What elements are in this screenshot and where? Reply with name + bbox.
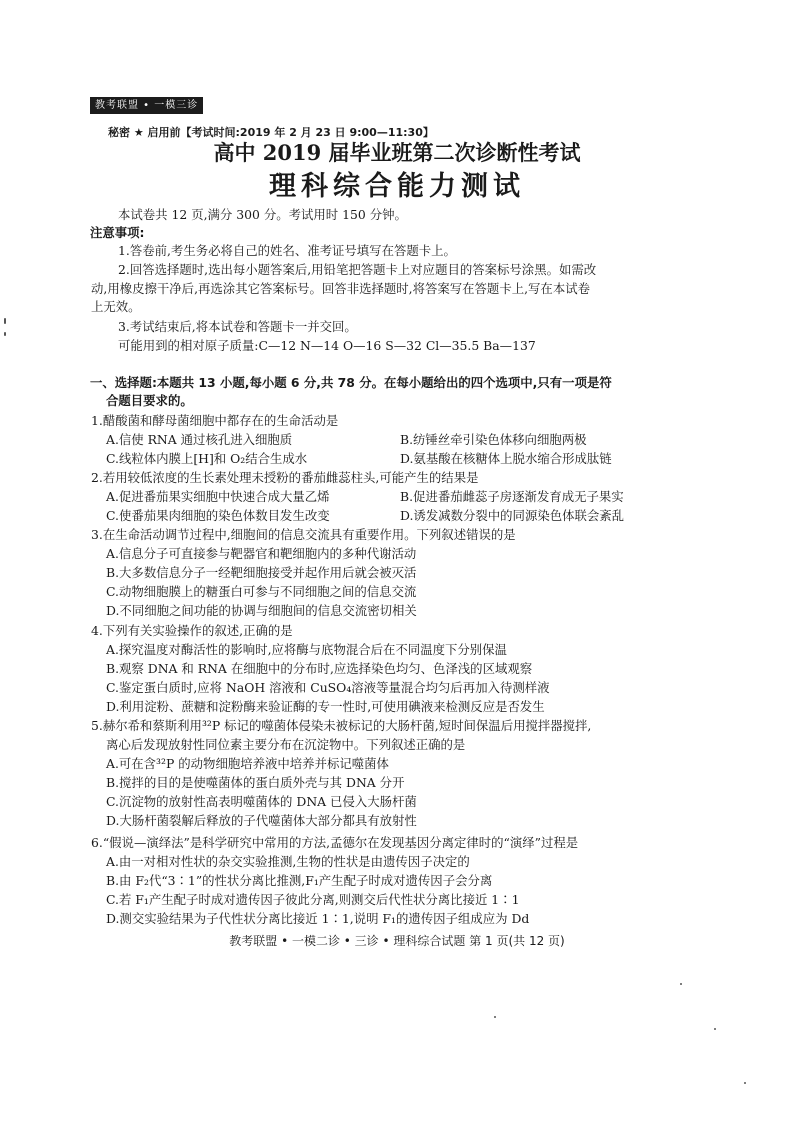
question-5: 5.赫尔希和蔡斯利用³²P 标记的噬菌体侵染未被标记的大肠杆菌,短时间保温后用搅拌器搅拌,	[91, 718, 592, 733]
section-heading: 一、选择题:本题共 13 小题,每小题 6 分,共 78 分。在每小题给出的四个选项中,只有一项是符	[90, 375, 612, 390]
exam-time-line: 秘密 ★ 启用前【考试时间:2019 年 2 月 23 日 9:00—11:30】	[108, 126, 434, 139]
scan-speck	[714, 1028, 716, 1030]
question-4: 4.下列有关实验操作的叙述,正确的是	[91, 623, 293, 638]
q1-option-d: D.氨基酸在核糖体上脱水缩合形成肽链	[400, 451, 612, 466]
scan-speck	[4, 318, 6, 324]
q5-option-b: B.搅拌的目的是使噬菌体的蛋白质外壳与其 DNA 分开	[106, 775, 405, 790]
atomic-masses: 可能用到的相对原子质量:C—12 N—14 O—16 S—32 Cl—35.5 Ba—137	[118, 338, 536, 353]
q6-option-b: B.由 F₂代“3∶1”的性状分离比推测,F₁产生配子时成对遗传因子会分离	[106, 873, 493, 888]
note-1: 1.答卷前,考生务必将自己的姓名、准考证号填写在答题卡上。	[118, 243, 456, 258]
scan-speck	[494, 1016, 496, 1018]
q3-option-d: D.不同细胞之间功能的协调与细胞间的信息交流密切相关	[106, 603, 417, 618]
q5-option-a: A.可在含³²P 的动物细胞培养液中培养并标记噬菌体	[106, 756, 389, 771]
q1-option-c: C.线粒体内膜上[H]和 O₂结合生成水	[106, 451, 308, 466]
note-3: 3.考试结束后,将本试卷和答题卡一并交回。	[118, 319, 357, 334]
q6-option-c: C.若 F₁产生配子时成对遗传因子彼此分离,则测交后代性状分离比接近 1∶1	[106, 892, 520, 907]
q3-option-b: B.大多数信息分子一经靶细胞接受并起作用后就会被灭活	[106, 565, 417, 580]
q2-option-d: D.诱发减数分裂中的同源染色体联会紊乱	[400, 508, 625, 523]
exam-subtitle: 理科综合能力测试	[269, 171, 525, 202]
q3-option-a: A.信息分子可直接参与靶器官和靶细胞内的多种代谢活动	[106, 546, 417, 561]
pages-info: 本试卷共 12 页,满分 300 分。考试用时 150 分钟。	[118, 207, 407, 222]
section-heading-cont: 合题目要求的。	[106, 393, 193, 408]
scan-speck	[680, 983, 682, 985]
q5-option-c: C.沉淀物的放射性高表明噬菌体的 DNA 已侵入大肠杆菌	[106, 794, 417, 809]
scan-speck	[744, 1082, 746, 1084]
exam-title: 高中 2019 届毕业班第二次诊断性考试	[213, 140, 581, 165]
q4-option-b: B.观察 DNA 和 RNA 在细胞中的分布时,应选择染色均匀、色泽浅的区域观察	[106, 661, 533, 676]
q2-option-b: B.促进番茄雌蕊子房逐渐发育成无子果实	[400, 489, 624, 504]
q6-option-a: A.由一对相对性状的杂交实验推测,生物的性状是由遗传因子决定的	[106, 854, 470, 869]
q4-option-d: D.利用淀粉、蔗糖和淀粉酶来验证酶的专一性时,可使用碘液来检测反应是否发生	[106, 699, 545, 714]
question-1: 1.醋酸菌和酵母菌细胞中都存在的生命活动是	[91, 413, 339, 428]
q1-option-a: A.信使 RNA 通过核孔进入细胞质	[106, 432, 293, 447]
question-3: 3.在生命活动调节过程中,细胞间的信息交流具有重要作用。下列叙述错误的是	[91, 527, 516, 542]
q4-option-a: A.探究温度对酶活性的影响时,应将酶与底物混合后在不同温度下分别保温	[106, 642, 507, 657]
q1-option-b: B.纺锤丝牵引染色体移向细胞两极	[400, 432, 587, 447]
note-2: 2.回答选择题时,选出每小题答案后,用铅笔把答题卡上对应题目的答案标号涂黑。如需改	[118, 262, 597, 277]
question-2: 2.若用较低浓度的生长素处理未授粉的番茄雌蕊柱头,可能产生的结果是	[91, 470, 479, 485]
note-2-end: 上无效。	[91, 299, 141, 314]
scan-speck	[4, 332, 6, 336]
page-footer: 教考联盟 • 一模二诊 • 三诊 • 理科综合试题 第 1 页(共 12 页)	[229, 934, 565, 948]
notes-title: 注意事项:	[90, 225, 145, 240]
q6-option-d: D.测交实验结果为子代性状分离比接近 1∶1,说明 F₁的遗传因子组成应为 Dd	[106, 911, 530, 926]
question-5-cont: 离心后发现放射性同位素主要分布在沉淀物中。下列叙述正确的是	[106, 737, 466, 752]
q2-option-a: A.促进番茄果实细胞中快速合成大量乙烯	[106, 489, 330, 504]
q5-option-d: D.大肠杆菌裂解后释放的子代噬菌体大部分都具有放射性	[106, 813, 417, 828]
header-tag: 教考联盟 • 一模三诊	[90, 97, 203, 114]
q4-option-c: C.鉴定蛋白质时,应将 NaOH 溶液和 CuSO₄溶液等量混合均匀后再加入待测样液	[106, 680, 550, 695]
note-2-cont: 动,用橡皮擦干净后,再选涂其它答案标号。回答非选择题时,将答案写在答题卡上,写在本试卷	[91, 281, 590, 296]
q2-option-c: C.使番茄果肉细胞的染色体数目发生改变	[106, 508, 330, 523]
q3-option-c: C.动物细胞膜上的糖蛋白可参与不同细胞之间的信息交流	[106, 584, 417, 599]
question-6: 6.“假说—演绎法”是科学研究中常用的方法,孟德尔在发现基因分离定律时的“演绎”过程是	[91, 835, 579, 850]
